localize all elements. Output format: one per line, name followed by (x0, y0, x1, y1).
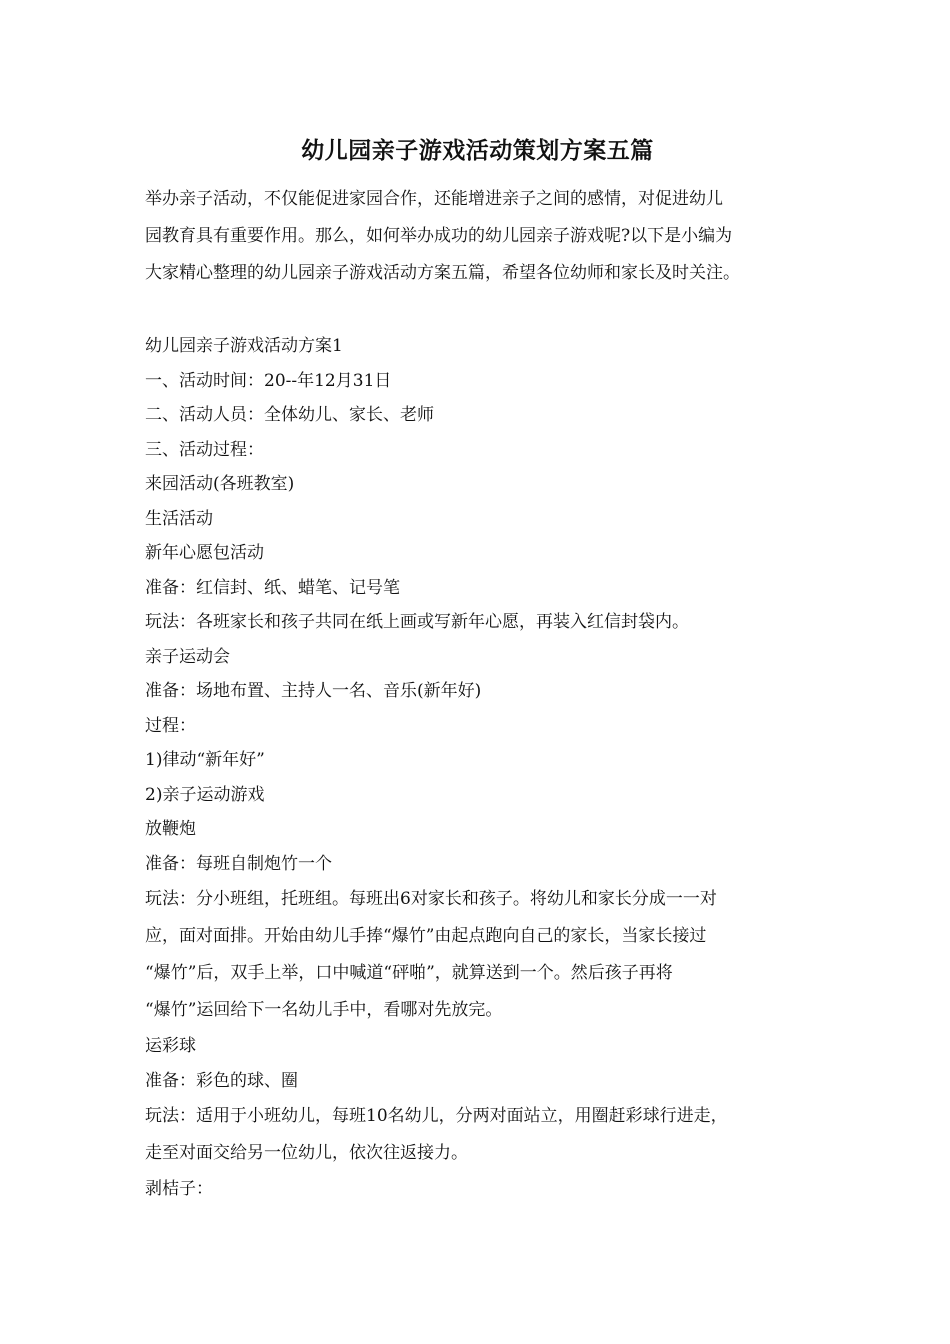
ball-rule-line: 走至对面交给另一位幼儿，依次往返接力。 (145, 1143, 468, 1163)
text-line: 2)亲子运动游戏 (145, 784, 265, 805)
text-line: 新年心愿包活动 (145, 543, 264, 563)
firecracker-rule-line: “爆竹”后，双手上举，口中喊道“砰啪”，就算送到一个。然后孩子再将 (145, 963, 673, 983)
text-line: 准备：红信封、纸、蜡笔、记号笔 (145, 577, 400, 598)
text-line: 生活活动 (145, 508, 213, 529)
plan-body (145, 329, 810, 1207)
text-line: 1)律动“新年好” (145, 750, 265, 770)
ball-rule-line: 玩法：适用于小班幼儿，每班10名幼儿，分两对面站立，用圈赶彩球行进走， (145, 1106, 728, 1126)
text-line: 玩法：各班家长和孩子共同在纸上画或写新年心愿，再装入红信封袋内。 (145, 612, 689, 632)
firecracker-rule-line: 应，面对面排。开始由幼儿手捧“爆竹”由起点跑向自己的家长，当家长接过 (145, 926, 707, 946)
text-line: 准备：场地布置、主持人一名、音乐(新年好) (145, 681, 482, 701)
document-title: 幼儿园亲子游戏活动策划方案五篇 (301, 137, 654, 164)
text-line: 亲子运动会 (145, 646, 230, 667)
firecracker-rule-line: “爆竹”运回给下一名幼儿手中，看哪对先放完。 (145, 1000, 503, 1020)
intro-line: 举办亲子活动，不仅能促进家园合作，还能增进亲子之间的感情，对促进幼儿 (145, 189, 723, 209)
intro-paragraph (145, 181, 810, 292)
text-line: 来园活动(各班教室) (145, 474, 295, 494)
text-line: 放鞭炮 (145, 819, 196, 839)
text-line: 剥桔子： (145, 1179, 213, 1199)
firecracker-rule-line: 玩法：分小班组，托班组。每班出6对家长和孩子。将幼儿和家长分成一一对 (145, 889, 717, 909)
text-line: 准备：彩色的球、圈 (145, 1070, 298, 1091)
text-line: 三、活动过程： (145, 439, 264, 460)
text-line: 准备：每班自制炮竹一个 (145, 853, 332, 874)
intro-line: 大家精心整理的幼儿园亲子游戏活动方案五篇，希望各位幼师和家长及时关注。 (145, 263, 740, 283)
text-line: 运彩球 (145, 1036, 196, 1056)
text-line: 过程： (145, 715, 196, 736)
text-line: 二、活动人员：全体幼儿、家长、老师 (145, 405, 434, 425)
intro-line: 园教育具有重要作用。那么，如何举办成功的幼儿园亲子游戏呢?以下是小编为 (145, 226, 733, 246)
document-page (145, 128, 810, 1207)
section-heading: 幼儿园亲子游戏活动方案1 (145, 336, 343, 356)
text-line: 一、活动时间：20--年12月31日 (145, 370, 392, 391)
